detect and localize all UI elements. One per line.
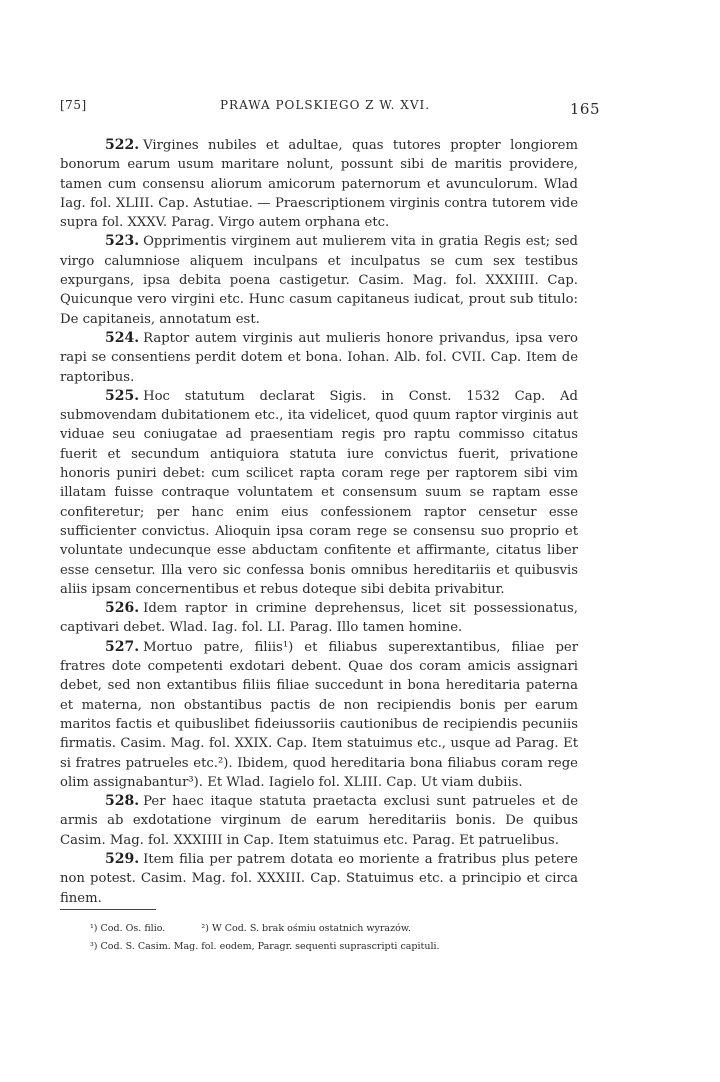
paragraph-525: [60, 387, 578, 599]
paragraph-number: 526.: [105, 600, 140, 617]
paragraph-524: [60, 329, 578, 387]
body-text: [60, 136, 578, 908]
paragraph-text: Item filia per patrem dotata eo moriente a fratribus plus petere non potest. Casim. Mag. fol. XXXIII. Cap. Statuimus etc. a principio et circa finem.: [60, 851, 578, 906]
footnote-divider: [60, 909, 156, 910]
paragraph-text: Virgines nubiles et adultae, quas tutores propter longiorem bonorum earum usum maritare nolunt, possunt sibi de maritis providere, tamen cum consensu aliorum amicorum paternorum et avunculorum. Wlad Iag. fol. XLIII. Cap. Astutiae. — Praescriptionem virginis contra tutorem vide supra fol. XXXV. Parag. Virgo autem orphana etc.: [60, 138, 578, 231]
paragraph-text: Mortuo patre, filiis¹) et filiabus superextantibus, filiae per fratres dote competenti exdotari debent. Quae dos coram amicis assignari debet, sed non extantibus filiis filiae succedunt in bona hereditaria paterna et materna, non obstantibus pactis de non recipiendis bonis per earum maritos factis et quibuslibet fideiussoriis cautionibus de recipiendis pecuniis firmatis. Casim. Mag. fol. XXIX. Cap. Item statuimus etc., usque ad Parag. Et si fratres patrueles etc.²). Ibidem, quod hereditaria bona filiabus coram rege olim assignabantur³). Et Wlad. Iagielo fol. XLIII. Cap. Ut viam dubiis.: [60, 639, 578, 790]
paragraph-text: Opprimentis virginem aut mulierem vita in gratia Regis est; sed virgo calumniose aliquem inculpans et inculpatus se cum sex testibus expurgans, ipsa debita poena castigetur. Casim. Mag. fol. XXXIIII. Cap. Quicunque vero virgini etc. Hunc casum capitaneus iudicat, prout sub titulo: De capitaneis, annotatum est.: [60, 234, 578, 327]
footnote-row: [90, 920, 550, 938]
page-number: 165: [569, 100, 600, 118]
paragraph-text: Per haec itaque statuta praetacta exclusi sunt patrueles et de armis ab exdotatione virginum de earum hereditariis bonis. De quibus Casim. Mag. fol. XXXIIII in Cap. Item statuimus etc. Parag. Et patruelibus.: [60, 794, 578, 848]
paragraph-523: [60, 232, 578, 328]
paragraph-number: 524.: [105, 329, 140, 346]
paragraph-528: [60, 792, 578, 850]
paragraph-526: [60, 599, 578, 638]
paragraph-text: Raptor autem virginis aut mulieris honore privandus, ipsa vero rapi se consentiens perdit dotem et bona. Iohan. Alb. fol. CVII. Cap. Item de raptoribus.: [60, 330, 578, 385]
footnote-3: ³) Cod. S. Casim. Mag. fol. eodem, Paragr. sequenti suprascripti capituli.: [90, 941, 440, 952]
paragraph-527: [60, 638, 578, 792]
header-page-bracket-number: [75]: [60, 98, 87, 112]
paragraph-number: 522.: [105, 137, 140, 153]
paragraph-text: Hoc statutum declarat Sigis. in Const. 1532 Cap. Ad submovendam dubitationem etc., ita videlicet, quod quum raptor virginis aut viduae seu coniugatae ad praesentiam regis pro raptu commisso citatus fuerit et secundum antiquiora statuta iure convictus fuerit, privatione honoris puniri debet: cum scilicet rapta coram rege per raptorem sibi vim illatam fuisse contraque voluntatem et consensum suum se raptam esse confiteretur; per hanc enim eius confessionem raptor censetur esse sufficienter convictus. Alioquin ipsa coram rege se consensu suo proprio et voluntate undecunque esse abductam confitente et affirmante, citatus liber esse censetur. Illa vero sic confessa bonis omnibus hereditariis et quibusvis aliis ipsam concernentibus et rebus doteque sibi debita privabitur.: [60, 388, 578, 597]
paragraph-number: 525.: [105, 387, 140, 404]
header-title: PRAWA POLSKIEGO Z W. XVI.: [219, 98, 431, 112]
paragraph-number: 527.: [105, 638, 140, 655]
footnote-1: ¹) Cod. Os. filio.: [90, 923, 166, 934]
footnotes: [90, 920, 550, 956]
paragraph-number: 529.: [105, 850, 140, 867]
running-header: [60, 98, 600, 118]
paragraph-529: [60, 850, 578, 908]
paragraph-number: 528.: [105, 793, 140, 810]
paragraph-text: Idem raptor in crimine deprehensus, licet sit possessionatus, captivari debet. Wlad. Iag. fol. LI. Parag. Illo tamen homine.: [60, 601, 578, 636]
paragraph-number: 523.: [105, 233, 140, 250]
footnote-row: [90, 938, 550, 956]
footnote-2: ²) W Cod. S. brak ośmiu ostatnich wyrazów.: [201, 923, 411, 934]
paragraph-522: [60, 136, 578, 232]
